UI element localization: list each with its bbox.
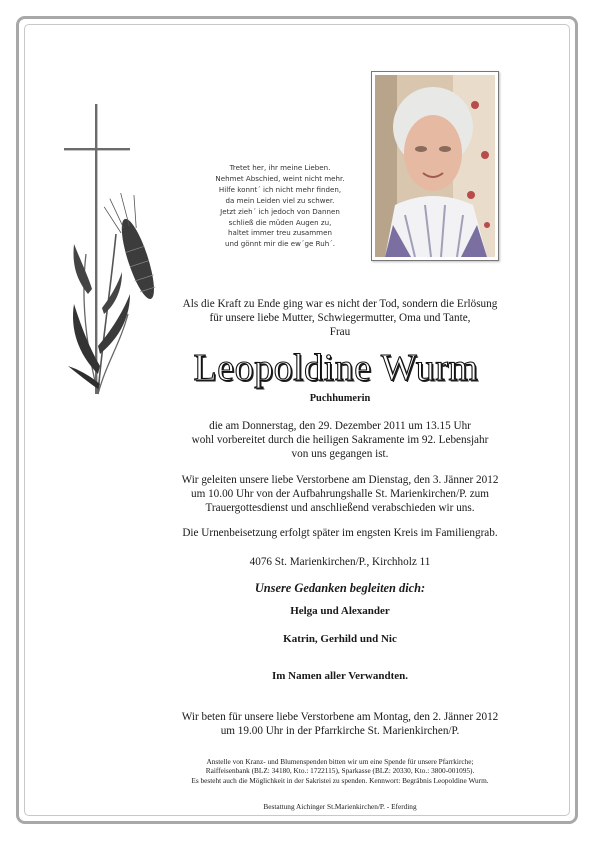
portrait-photo — [371, 71, 499, 261]
funeral-line: Trauergottesdienst und anschließend verabschieden wir uns. — [205, 501, 475, 514]
donation-line: Anstelle von Kranz- und Blumenspenden bitten wir um eine Spende für unsere Pfarrkirche; — [206, 757, 474, 766]
mourner-line: Helga und Alexander — [290, 605, 390, 617]
mourners-heading: Unsere Gedanken begleiten dich: — [254, 581, 426, 595]
poem-line: haltet immer treu zusammen — [228, 228, 332, 238]
funeral-notice — [140, 474, 540, 515]
poem-line: schließ die müden Augen zu, — [228, 217, 332, 227]
poem-line: Hilfe konnt´ ich nicht mehr finden, — [218, 184, 342, 194]
mourner-line: Katrin, Gerhild und Nic — [283, 633, 397, 645]
donation-line: Raiffeisenbank (BLZ: 34180, Kto.: 1722115), Sparkasse (BLZ: 20330, Kto.: 3800-001095). — [205, 766, 475, 776]
poem — [188, 163, 372, 250]
intro-line: für unsere liebe Mutter, Schwiegermutter, Oma und Tante, — [209, 311, 471, 324]
poem-line: Jetzt zieh´ ich jedoch von Dannen — [220, 206, 340, 216]
intro-line: Frau — [329, 325, 351, 338]
prayer-line: Wir beten für unsere liebe Verstorbene am Montag, den 2. Jänner 2012 — [181, 711, 499, 723]
poem-line: und gönnt mir die ew´ge Ruh´. — [224, 239, 335, 249]
death-notice-line: die am Donnerstag, den 29. Dezember 2011 um 13.15 Uhr — [209, 420, 471, 432]
poem-line: Tretet her, ihr meine Lieben. — [229, 163, 331, 172]
prayer-line: um 19.00 Uhr in der Pfarrkirche St. Marienkirchen/P. — [220, 724, 460, 737]
intro-line: Als die Kraft zu Ende ging war es nicht der Tod, sondern die Erlösung — [182, 298, 498, 310]
donation-notice — [120, 757, 560, 785]
poem-line: da mein Leiden viel zu schwer. — [225, 195, 335, 205]
deceased-name: Leopoldine Wurm — [193, 347, 479, 389]
poem-line: Nehmet Abschied, weint nicht mehr. — [215, 173, 345, 183]
death-notice-line: wohl vorbereitet durch die heiligen Sakramente im 92. Lebensjahr — [191, 433, 489, 446]
urn-burial: Die Urnenbeisetzung erfolgt später im engsten Kreis im Familiengrab. — [182, 527, 498, 539]
death-notice — [140, 420, 540, 461]
death-notice-line: von uns gegangen ist. — [291, 447, 389, 460]
intro-text — [140, 298, 540, 339]
funeral-home-footer: Bestattung Aichinger St.Marienkirchen/P. - Eferding — [263, 802, 417, 811]
relatives-line: Im Namen aller Verwandten. — [271, 670, 409, 682]
address: 4076 St. Marienkirchen/P., Kirchholz 11 — [249, 556, 431, 568]
donation-line: Es besteht auch die Möglichkeit in der Sakristei zu spenden. Kennwort: Begräbnis Leopoldine Wurm. — [191, 775, 489, 785]
prayer-notice — [140, 711, 540, 739]
deceased-nickname: Puchhumerin — [309, 393, 371, 404]
funeral-line: Wir geleiten unsere liebe Verstorbene am Dienstag, den 3. Jänner 2012 — [181, 474, 499, 486]
funeral-line: um 10.00 Uhr von der Aufbahrungshalle St. Marienkirchen/P. zum — [191, 487, 489, 500]
